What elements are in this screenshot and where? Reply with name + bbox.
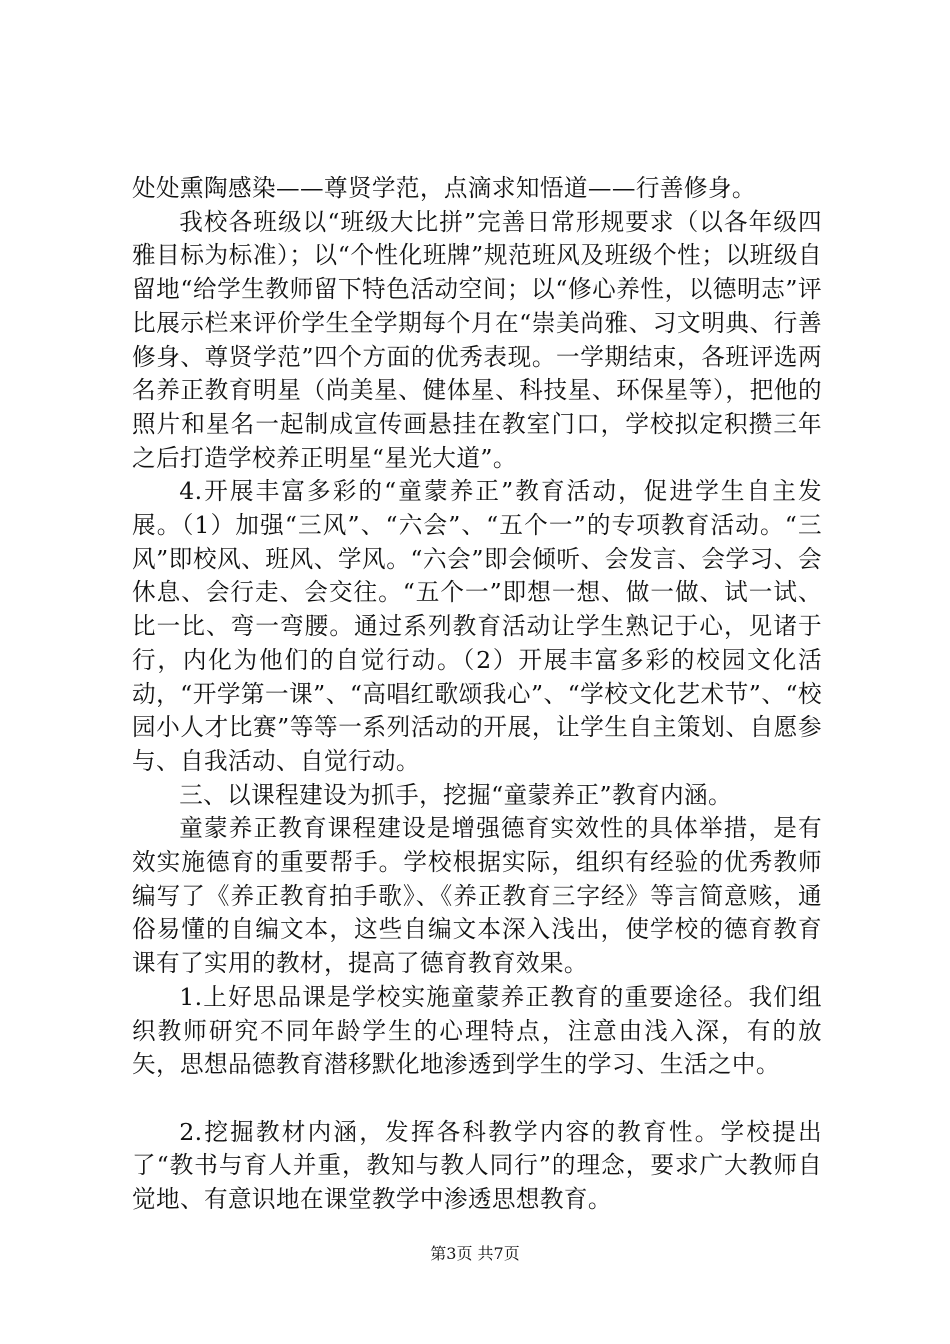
paragraph-curriculum: 童蒙养正教育课程建设是增强德育实效性的具体举措，是有效实施德育的重要帮手。学校根据实际，组织有经验的优秀教师编写了《养正教育拍手歌》、《养正教育三字经》等言简意赅，通俗易懂的自编文本，这些自编文本深入浅出，使学校的德育教育课有了实用的教材，提高了德育教育效果。	[132, 814, 822, 978]
paragraph-item-1: 1.上好思品课是学校实施童蒙养正教育的重要途径。我们组织教师研究不同年龄学生的心理特点，注意由浅入深，有的放矢，思想品德教育潜移默化地渗透到学生的学习、生活之中。	[132, 982, 822, 1079]
document-body	[132, 172, 822, 1217]
section-heading-3: 三、以课程建设为抓手，挖掘“童蒙养正”教育内涵。	[179, 780, 732, 809]
paragraph-class-activities: 我校各班级以“班级大比拼”完善日常形规要求（以各年级四雅目标为标准）；以“个性化班牌”规范班风及班级个性；以班级自留地“给学生教师留下特色活动空间；以“修心养性，以德明志”评比展示栏来评价学生全学期每个月在“崇美尚雅、习文明典、行善修身、尊贤学范”四个方面的优秀表现。一学期结束，各班评选两名养正教育明星（尚美星、健体星、科技星、环保星等），把他的照片和星名一起制成宣传画悬挂在教室门口，学校拟定积攒三年之后打造学校养正明星“星光大道”。	[132, 207, 822, 472]
page-footer	[0, 1244, 950, 1264]
paragraph-item-2: 2.挖掘教材内涵，发挥各科教学内容的教育性。学校提出了“教书与育人并重，教知与教人同行”的理念，要求广大教师自觉地、有意识地在课堂教学中渗透思想教育。	[132, 1117, 822, 1214]
page-number-label: 第3页 共7页	[430, 1244, 520, 1263]
paragraph-item-4: 4.开展丰富多彩的“童蒙养正”教育活动，促进学生自主发展。（1）加强“三风”、“六会”、“五个一”的专项教育活动。“三风”即校风、班风、学风。“六会”即会倾听、会发言、会学习、会休息、会行走、会交往。“五个一”即想一想、做一做、试一试、比一比、弯一弯腰。通过系列教育活动让学生熟记于心，见诸于行，内化为他们的自觉行动。（2）开展丰富多彩的校园文化活动，“开学第一课”、“高唱红歌颂我心”、“学校文化艺术节”、“校园小人才比赛”等等一系列活动的开展，让学生自主策划、自愿参与、自我活动、自觉行动。	[132, 477, 822, 775]
blank-line	[132, 1082, 822, 1116]
paragraph-continuation: 处处熏陶感染——尊贤学范，点滴求知悟道——行善修身。	[132, 174, 756, 202]
